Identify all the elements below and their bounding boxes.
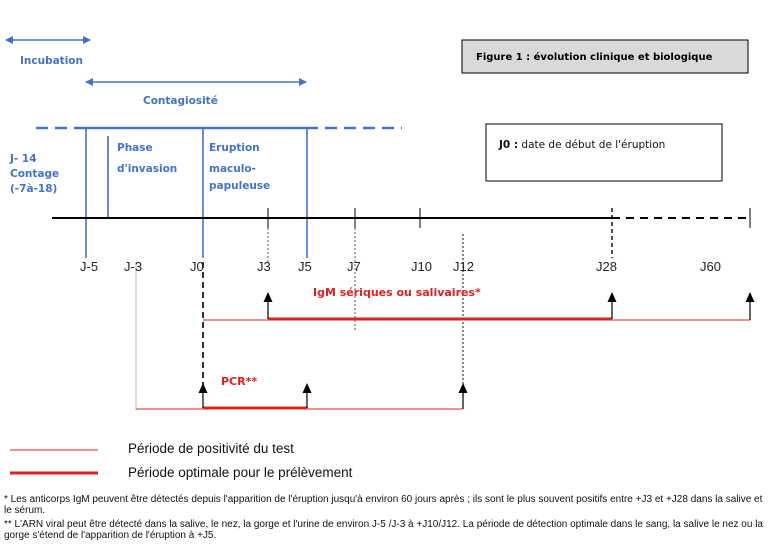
time-axis <box>52 208 750 258</box>
igm-period <box>203 319 750 320</box>
arrow-up-icon <box>264 292 273 319</box>
j0-definition-text: date de début de l'éruption <box>518 139 666 151</box>
phase-label: Phase <box>117 142 153 154</box>
tick-label-j10: J10 <box>411 259 432 274</box>
tick-label-j3: J3 <box>257 259 271 274</box>
tick-label-j5: J5 <box>298 259 312 274</box>
tick-label-j-3: J-3 <box>124 259 143 274</box>
arrow-up-icon <box>746 292 755 320</box>
maculo-label: maculo- <box>209 163 256 175</box>
arrow-up-icon <box>199 383 208 408</box>
tick-label-j12: J12 <box>453 259 474 274</box>
tick-label-j60: J60 <box>700 259 721 274</box>
contage-label: Contage <box>10 168 60 180</box>
contage-day-label: J- 14 <box>10 153 37 165</box>
legend-thick-label: Période optimale pour le prélèvement <box>128 465 353 480</box>
contage-label-group <box>9 153 63 195</box>
arrow-up-icon <box>459 383 468 409</box>
invasion-label: d'invasion <box>117 163 178 175</box>
igm-footnote: * Les anticorps IgM peuvent être détectés depuis l'apparition de l'éruption jusqu'à environ 60 jours après ; ils sont le plus souvent positifs entre +J3 et +J28 dans la salive et le sérum. <box>4 494 763 516</box>
tick-label-j7: J7 <box>347 259 361 274</box>
tick-label-j0: J0 <box>190 259 204 274</box>
svg-text:J0 : date de début de l'érupti <box>498 139 665 151</box>
legend-thin-label: Période de positivité du test <box>128 441 294 456</box>
figure-title: Figure 1 : évolution clinique et biologique <box>476 52 713 63</box>
pcr-label: PCR** <box>221 375 258 388</box>
arrow-up-icon <box>608 292 617 319</box>
pcr-footnote: ** L'ARN viral peut être détecté dans la salive, le nez, la gorge et l'urine de environ J-5 /J-3 à +J10/J12. La période de détection optimale dans le sang, la salive le nez ou la gorge s'étend de l'apparition de l'éruption à +J5. <box>4 519 763 541</box>
contage-range-label: (-7à-18) <box>10 183 58 195</box>
papuleuse-label: papuleuse <box>209 180 271 192</box>
j0-bold-label: J0 : <box>499 139 519 151</box>
tick-label-j-5: J-5 <box>80 259 99 274</box>
phase-invasion-label-group <box>117 142 177 175</box>
pcr-period <box>136 408 463 409</box>
tick-label-j28: J28 <box>596 259 617 274</box>
contagiosite-label: Contagiosité <box>143 95 218 107</box>
j0-definition-box <box>486 124 722 181</box>
incubation-label: Incubation <box>20 55 83 67</box>
tick-labels <box>80 259 721 274</box>
igm-label: IgM sériques ou salivaires* <box>313 286 481 299</box>
eruption-label: Eruption <box>209 142 260 154</box>
eruption-label-group <box>209 142 270 192</box>
arrow-up-icon <box>303 383 312 408</box>
figure-title-box <box>462 40 748 73</box>
